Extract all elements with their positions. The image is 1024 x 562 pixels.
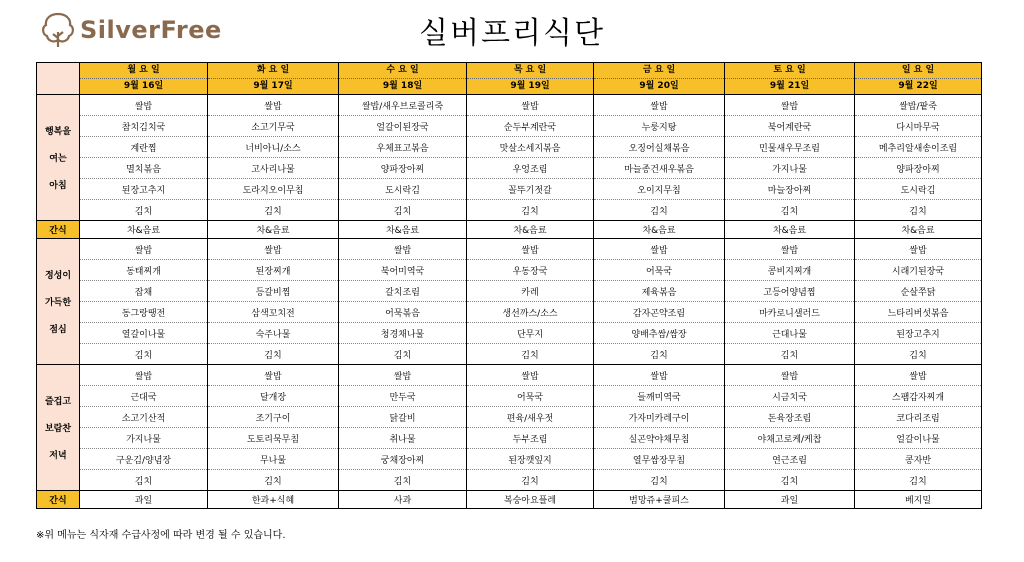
menu-item: 우동장국 <box>467 260 594 281</box>
menu-table <box>36 62 982 509</box>
menu-item: 쌀밥/새우브로콜리죽 <box>339 95 467 116</box>
menu-item: 고등어양념찜 <box>725 281 855 302</box>
snack-item: 차&음료 <box>467 221 594 239</box>
menu-item: 계란찜 <box>80 137 208 158</box>
day-date: 9월 20일 <box>639 81 679 91</box>
menu-item: 김치 <box>725 200 855 221</box>
menu-item: 김치 <box>467 470 594 491</box>
menu-item: 동그랑땡전 <box>80 302 208 323</box>
menu-item: 쌀밥 <box>725 95 855 116</box>
dinner-label-lines <box>37 394 79 461</box>
snack-item: 차&음료 <box>725 221 855 239</box>
snack-item: 베지밀 <box>855 491 982 509</box>
menu-item: 된장고추지 <box>855 323 982 344</box>
dinner-label <box>37 365 80 491</box>
menu-item: 궁채장아찌 <box>339 449 467 470</box>
menu-item: 김치 <box>855 470 982 491</box>
menu-row <box>37 200 982 221</box>
menu-item: 쌀밥 <box>467 95 594 116</box>
menu-item: 쌀밥/팥죽 <box>855 95 982 116</box>
menu-item: 우체표고볶음 <box>339 137 467 158</box>
menu-item: 쌀밥 <box>594 95 725 116</box>
menu-row <box>37 158 982 179</box>
menu-item: 북어계란국 <box>725 116 855 137</box>
snack-item: 차&음료 <box>594 221 725 239</box>
menu-item: 소고기무국 <box>208 116 339 137</box>
menu-item: 가자미카레구이 <box>594 407 725 428</box>
menu-item: 근대국 <box>80 386 208 407</box>
corner-cell <box>37 63 80 95</box>
menu-item: 북어미역국 <box>339 260 467 281</box>
day-header <box>339 63 467 95</box>
menu-item: 쌀밥 <box>339 239 467 260</box>
header-row <box>37 63 982 95</box>
menu-item: 된장고추지 <box>80 179 208 200</box>
menu-item: 오이지무침 <box>594 179 725 200</box>
menu-item: 김치 <box>208 470 339 491</box>
menu-item: 김치 <box>339 200 467 221</box>
snack-label: 간식 <box>37 491 80 509</box>
lunch-label-lines <box>37 268 79 335</box>
menu-row <box>37 95 982 116</box>
day-header <box>208 63 339 95</box>
snack-item: 한과+식혜 <box>208 491 339 509</box>
menu-item: 얼갈이된장국 <box>339 116 467 137</box>
dinner-label-line: 즐겁고 <box>44 397 72 407</box>
menu-item: 취나물 <box>339 428 467 449</box>
menu-item: 만두국 <box>339 386 467 407</box>
menu-item: 쌀밥 <box>467 239 594 260</box>
menu-item: 순두부계란국 <box>467 116 594 137</box>
menu-item: 실곤약야채무침 <box>594 428 725 449</box>
menu-item: 쌀밥 <box>208 95 339 116</box>
menu-item: 오징어실채볶음 <box>594 137 725 158</box>
menu-item: 김치 <box>339 344 467 365</box>
lunch-label-line: 정성이 <box>44 271 72 281</box>
menu-item: 시래기된장국 <box>855 260 982 281</box>
snack-item: 과일 <box>725 491 855 509</box>
menu-item: 김치 <box>80 470 208 491</box>
menu-item: 닭갈비 <box>339 407 467 428</box>
snack-item: 차&음료 <box>80 221 208 239</box>
menu-item: 등갈비찜 <box>208 281 339 302</box>
menu-item: 연근조림 <box>725 449 855 470</box>
menu-row <box>37 281 982 302</box>
menu-item: 코다리조림 <box>855 407 982 428</box>
menu-item: 삼색꼬치전 <box>208 302 339 323</box>
menu-item: 달개장 <box>208 386 339 407</box>
menu-item: 쌀밥 <box>208 365 339 386</box>
menu-item: 무나물 <box>208 449 339 470</box>
menu-item: 콩자반 <box>855 449 982 470</box>
menu-item: 우엉조림 <box>467 158 594 179</box>
menu-item: 된장찌개 <box>208 260 339 281</box>
menu-item: 맛살소세지볶음 <box>467 137 594 158</box>
breakfast-label-lines <box>37 124 79 191</box>
snack-label: 간식 <box>37 221 80 239</box>
snack-item: 차&음료 <box>855 221 982 239</box>
day-header <box>467 63 594 95</box>
menu-item: 감자곤약조림 <box>594 302 725 323</box>
menu-item: 순살쭈닭 <box>855 281 982 302</box>
menu-item: 양배추쌈/쌈장 <box>594 323 725 344</box>
menu-item: 김치 <box>594 470 725 491</box>
menu-item: 어묵국 <box>467 386 594 407</box>
snack-item: 차&음료 <box>208 221 339 239</box>
menu-item: 가지나물 <box>80 428 208 449</box>
menu-item: 들깨미역국 <box>594 386 725 407</box>
dinner-label-line: 보람찬 <box>44 424 72 434</box>
breakfast-label-line: 아침 <box>49 181 67 191</box>
breakfast-label-line: 여는 <box>49 154 67 164</box>
breakfast-label-line: 행복을 <box>44 127 72 137</box>
menu-item: 김치 <box>725 344 855 365</box>
page-title: 실버프리식단 <box>419 16 605 51</box>
menu-item: 김치 <box>594 200 725 221</box>
day-date: 9월 21일 <box>769 81 810 91</box>
menu-item: 돈육장조림 <box>725 407 855 428</box>
menu-item: 양파장아찌 <box>855 158 982 179</box>
menu-item: 김치 <box>594 344 725 365</box>
day-name: 일 요 일 <box>855 63 981 79</box>
menu-item: 어묵국 <box>594 260 725 281</box>
menu-item: 시금치국 <box>725 386 855 407</box>
menu-item: 카레 <box>467 281 594 302</box>
menu-row <box>37 116 982 137</box>
menu-row <box>37 344 982 365</box>
day-date: 9월 22일 <box>898 81 938 91</box>
menu-item: 도토리묵무침 <box>208 428 339 449</box>
menu-item: 제육볶음 <box>594 281 725 302</box>
menu-item: 소고기산적 <box>80 407 208 428</box>
menu-item: 근대나물 <box>725 323 855 344</box>
day-header <box>80 63 208 95</box>
day-date: 9월 17일 <box>253 81 293 91</box>
menu-item: 쌀밥 <box>467 365 594 386</box>
menu-row <box>37 407 982 428</box>
menu-item: 양파장아찌 <box>339 158 467 179</box>
snack-item: 과일 <box>80 491 208 509</box>
menu-item: 도시락김 <box>855 179 982 200</box>
menu-item: 마늘종건새우볶음 <box>594 158 725 179</box>
menu-row <box>37 428 982 449</box>
day-name: 화 요 일 <box>208 63 338 79</box>
menu-item: 김치 <box>80 344 208 365</box>
menu-item: 생선까스/소스 <box>467 302 594 323</box>
menu-item: 민물새우무조림 <box>725 137 855 158</box>
menu-item: 가지나물 <box>725 158 855 179</box>
menu-item: 쌀밥 <box>80 365 208 386</box>
menu-item: 느타리버섯볶음 <box>855 302 982 323</box>
menu-item: 쌀밥 <box>725 239 855 260</box>
menu-item: 김치 <box>339 470 467 491</box>
menu-item: 된장깻잎지 <box>467 449 594 470</box>
menu-item: 김치 <box>855 344 982 365</box>
menu-item: 콩비지찌개 <box>725 260 855 281</box>
menu-row <box>37 323 982 344</box>
menu-item: 너비아니/소스 <box>208 137 339 158</box>
menu-item: 쌀밥 <box>80 239 208 260</box>
menu-item: 도라지오이무침 <box>208 179 339 200</box>
menu-item: 김치 <box>467 344 594 365</box>
menu-item: 쌀밥 <box>855 239 982 260</box>
menu-item: 참치김치국 <box>80 116 208 137</box>
day-name: 목 요 일 <box>467 63 593 79</box>
menu-item: 동태찌개 <box>80 260 208 281</box>
menu-item: 스팸감자찌개 <box>855 386 982 407</box>
menu-item: 잡채 <box>80 281 208 302</box>
menu-row <box>37 260 982 281</box>
logo-text: SilverFree <box>80 16 222 44</box>
lunch-label-line: 가득한 <box>44 298 72 308</box>
menu-item: 조기구이 <box>208 407 339 428</box>
menu-item: 쌀밥 <box>208 239 339 260</box>
day-date: 9월 19일 <box>510 81 550 91</box>
day-name: 토 요 일 <box>725 63 854 79</box>
menu-item: 도시락김 <box>339 179 467 200</box>
snack-item: 복숭아요플레 <box>467 491 594 509</box>
day-name: 수 요 일 <box>339 63 466 79</box>
menu-item: 김치 <box>208 200 339 221</box>
menu-item: 쌀밥 <box>594 239 725 260</box>
menu-row <box>37 386 982 407</box>
menu-item: 열무쌈장무침 <box>594 449 725 470</box>
menu-item: 단무지 <box>467 323 594 344</box>
menu-item: 구운김/양념장 <box>80 449 208 470</box>
menu-item: 두부조림 <box>467 428 594 449</box>
lunch-label-line: 점심 <box>49 325 67 335</box>
menu-row <box>37 449 982 470</box>
day-header <box>855 63 982 95</box>
menu-item: 갈치조림 <box>339 281 467 302</box>
menu-item: 김치 <box>80 200 208 221</box>
snack-item: 범망쥬+쿨피스 <box>594 491 725 509</box>
lunch-label <box>37 239 80 365</box>
menu-item: 얼갈이나물 <box>855 428 982 449</box>
menu-row <box>37 302 982 323</box>
menu-row <box>37 179 982 200</box>
day-header <box>594 63 725 95</box>
menu-item: 김치 <box>467 200 594 221</box>
snack-item: 사과 <box>339 491 467 509</box>
menu-item: 꼴뚜기젓갈 <box>467 179 594 200</box>
menu-item: 김치 <box>208 344 339 365</box>
dinner-label-line: 저녁 <box>49 451 67 461</box>
snack-row <box>37 221 982 239</box>
menu-item: 어묵볶음 <box>339 302 467 323</box>
menu-item: 야채고로케/케찹 <box>725 428 855 449</box>
menu-item: 쌀밥 <box>855 365 982 386</box>
menu-item: 누룽지탕 <box>594 116 725 137</box>
day-header <box>725 63 855 95</box>
footnote: ※위 메뉴는 식자재 수급사정에 따라 변경 될 수 있습니다. <box>36 530 286 541</box>
menu-item: 마카로니샐러드 <box>725 302 855 323</box>
menu-row <box>37 137 982 158</box>
menu-row <box>37 239 982 260</box>
menu-item: 쌀밥 <box>339 365 467 386</box>
breakfast-label <box>37 95 80 221</box>
snack-item: 차&음료 <box>339 221 467 239</box>
day-date: 9월 16일 <box>123 81 164 91</box>
menu-item: 김치 <box>725 470 855 491</box>
day-name: 금 요 일 <box>594 63 724 79</box>
menu-item: 쌀밥 <box>725 365 855 386</box>
menu-item: 메추리알새송이조림 <box>855 137 982 158</box>
menu-item: 쌀밥 <box>80 95 208 116</box>
menu-item: 청경채나물 <box>339 323 467 344</box>
menu-row <box>37 470 982 491</box>
day-date: 9월 18일 <box>382 81 423 91</box>
menu-item: 열갈이나물 <box>80 323 208 344</box>
menu-item: 쌀밥 <box>594 365 725 386</box>
day-name: 월 요 일 <box>80 63 207 79</box>
menu-item: 다시마무국 <box>855 116 982 137</box>
menu-item: 숙주나물 <box>208 323 339 344</box>
menu-item: 고사리나물 <box>208 158 339 179</box>
menu-item: 편육/새우젓 <box>467 407 594 428</box>
menu-row <box>37 365 982 386</box>
snack-row <box>37 491 982 509</box>
menu-item: 김치 <box>855 200 982 221</box>
menu-item: 마늘장아찌 <box>725 179 855 200</box>
menu-item: 멸치볶음 <box>80 158 208 179</box>
